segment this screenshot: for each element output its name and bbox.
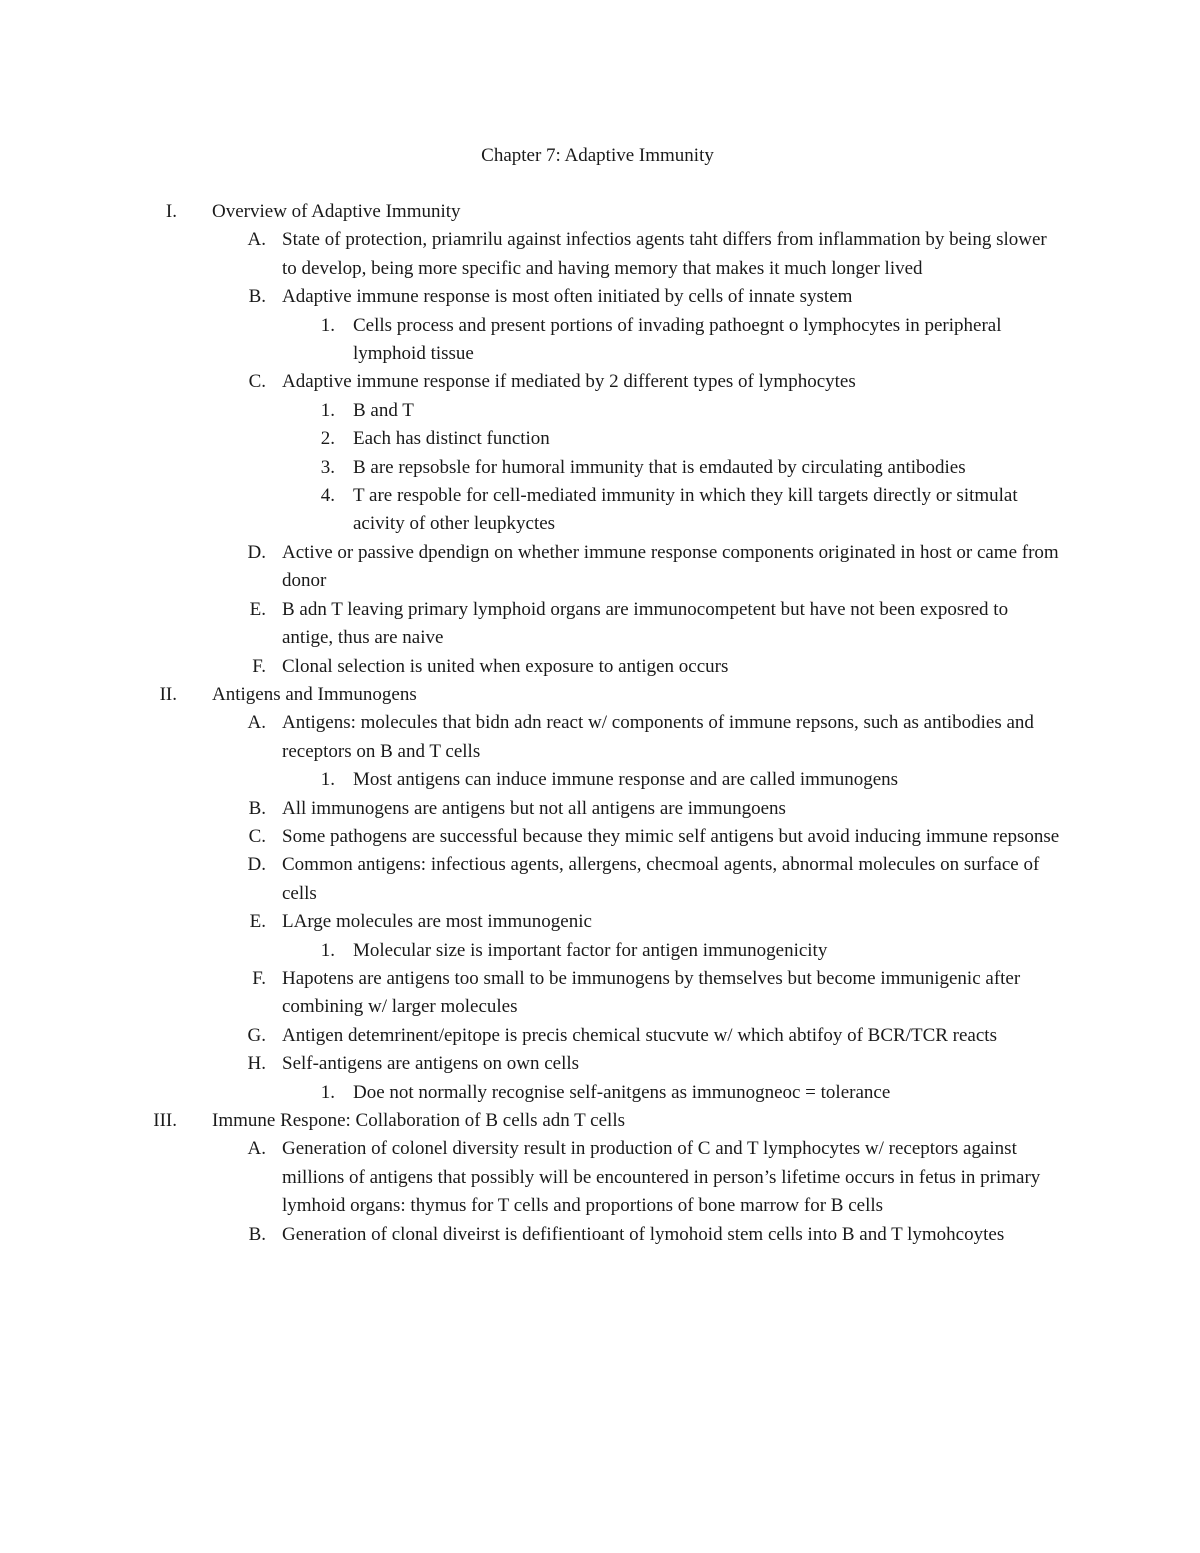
outline-marker: D. (247, 854, 266, 876)
outline-item-level-3 (0, 397, 1200, 425)
outline-text: Some pathogens are successful because they mimic self antigens but avoid inducing immune repsonse (282, 825, 1060, 847)
outline-item-level-2 (0, 965, 1200, 1022)
outline-item-level-2 (0, 596, 1200, 653)
outline-item-level-3 (0, 425, 1200, 453)
outline-marker: 4. (320, 485, 335, 507)
outline-marker: 3. (320, 456, 335, 478)
outline-item-level-2 (0, 226, 1200, 283)
outline-text: B and T (353, 399, 414, 421)
outline-marker: 1. (320, 399, 335, 421)
outline-marker: II. (159, 683, 177, 705)
outline-marker: E. (249, 598, 266, 620)
outline-item-level-2 (0, 851, 1200, 908)
outline-marker: C. (248, 371, 266, 393)
outline-text: LArge molecules are most immunogenic (282, 911, 592, 933)
outline-item-level-2 (0, 539, 1200, 596)
outline-text: Generation of colonel diversity result in production of C and T lymphocytes w/ receptors against millions of antigens that possibly will be encountered in person’s lifetime occurs in fetus in primary lymhoid organs: thymus for T cells and proportions of bone marrow for B cells (282, 1138, 1041, 1217)
outline-text: Antigens and Immunogens (212, 683, 417, 705)
outline-text: B adn T leaving primary lymphoid organs are immunocompetent but have not been exposred to antige, thus are naive (282, 598, 1009, 649)
outline-text: State of protection, priamrilu against infectios agents taht differs from inflammation by being slower to develop, being more specific and having memory that makes it much longer lived (282, 229, 1047, 279)
outline-text: Cells process and present portions of invading pathoegnt o lymphocytes in peripheral lymphoid tissue (353, 314, 1002, 365)
outline-text: B are repsobsle for humoral immunity that is emdauted by circulating antibodies (353, 456, 966, 478)
outline-marker: I. (165, 201, 177, 222)
outline-text: Generation of clonal diveirst is defifientioant of lymohoid stem cells into B and T lymohcoytes (282, 1223, 1005, 1245)
outline-text: Self-antigens are antigens on own cells (282, 1053, 580, 1075)
outline-text: Each has distinct function (353, 428, 550, 450)
outline-text: Most antigens can induce immune response and are called immunogens (353, 769, 899, 791)
outline-item-level-2 (0, 709, 1200, 766)
outline-marker: G. (247, 1024, 266, 1046)
outline-text: Adaptive immune response is most often initiated by cells of innate system (282, 286, 853, 308)
page-title: Chapter 7: Adaptive Immunity (481, 145, 714, 166)
outline-marker: B. (248, 286, 266, 308)
outline-text: Overview of Adaptive Immunity (212, 201, 461, 222)
outline-marker: D. (247, 541, 266, 563)
outline-item-level-1 (0, 198, 1200, 226)
outline-text: T are respoble for cell-mediated immunity in which they kill targets directly or sitmulat acivity of other leupkyctes (353, 485, 1018, 535)
outline-item-level-2 (0, 795, 1200, 823)
outline-text: Molecular size is important factor for antigen immunogenicity (353, 939, 828, 961)
outline-item-level-2 (0, 1221, 1200, 1249)
outline-item-level-3 (0, 1079, 1200, 1107)
outline-item-level-2 (0, 908, 1200, 936)
outline-item-level-2 (0, 1022, 1200, 1050)
outline-text: Antigen detemrinent/epitope is precis chemical stucvute w/ which abtifoy of BCR/TCR reacts (282, 1024, 997, 1046)
outline-marker: F. (252, 967, 266, 989)
outline-marker: 2. (320, 428, 335, 450)
outline-marker: E. (249, 911, 266, 933)
outline-item-level-3 (0, 937, 1200, 965)
outline-text: Immune Respone: Collaboration of B cells adn T cells (212, 1110, 625, 1131)
outline-list (0, 198, 1200, 1249)
outline-marker: H. (247, 1053, 266, 1075)
outline-marker: A. (247, 712, 266, 734)
outline-marker: B. (248, 797, 266, 819)
outline-item-level-2 (0, 368, 1200, 396)
outline-text: Adaptive immune response if mediated by 2 different types of lymphocytes (282, 371, 856, 393)
outline-item-level-3 (0, 766, 1200, 794)
outline-item-level-2 (0, 823, 1200, 851)
outline-marker: B. (248, 1223, 266, 1245)
outline-marker: A. (247, 229, 266, 251)
outline-item-level-3 (0, 482, 1200, 539)
outline-item-level-2 (0, 1135, 1200, 1220)
outline-item-level-3 (0, 312, 1200, 369)
outline-text: Hapotens are antigens too small to be immunogens by themselves but become immunigenic after combining w/ larger molecules (282, 967, 1021, 1018)
outline-marker: III. (153, 1110, 177, 1131)
outline-text: All immunogens are antigens but not all antigens are immungoens (282, 797, 786, 819)
outline-text: Doe not normally recognise self-anitgens as immunogneoc = tolerance (353, 1081, 891, 1103)
outline-marker: A. (247, 1138, 266, 1160)
outline-marker: C. (248, 825, 266, 847)
outline-marker: 1. (320, 769, 335, 791)
outline-text: Common antigens: infectious agents, allergens, checmoal agents, abnormal molecules on surface of cells (282, 854, 1040, 904)
outline-item-level-2 (0, 653, 1200, 681)
outline-text: Clonal selection is united when exposure to antigen occurs (282, 655, 729, 677)
outline-text: Active or passive dpendign on whether immune response components originated in host or came from donor (282, 541, 1059, 592)
outline-marker: 1. (320, 314, 335, 336)
outline-item-level-3 (0, 454, 1200, 482)
outline-item-level-2 (0, 1050, 1200, 1078)
outline-item-level-1 (0, 681, 1200, 709)
outline-text: Antigens: molecules that bidn adn react w/ components of immune repsons, such as antibodies and receptors on B and T cells (282, 712, 1034, 762)
outline-marker: F. (252, 655, 266, 677)
outline-marker: 1. (320, 939, 335, 961)
outline-item-level-1 (0, 1107, 1200, 1135)
outline-marker: 1. (320, 1081, 335, 1103)
outline-item-level-2 (0, 283, 1200, 311)
